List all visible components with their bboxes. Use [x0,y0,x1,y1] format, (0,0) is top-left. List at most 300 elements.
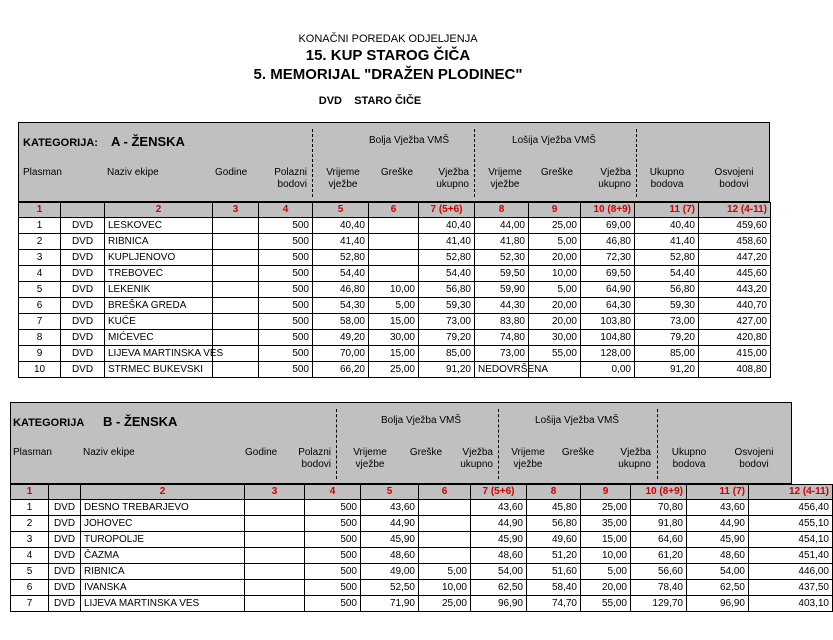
cell-osvojeni: 445,60 [699,266,771,282]
cell-vrijeme-b: 74,70 [527,596,581,612]
table-row [19,346,771,362]
cell-osvojeni: 420,80 [699,330,771,346]
cell-ukupno: 40,40 [635,218,699,234]
cell-vjezba-b: 64,60 [631,532,687,548]
cell-polazni: 500 [305,500,361,516]
index-cell: 6 [369,203,419,218]
cell-plasman: 4 [11,548,49,564]
cell-team-name: LIJEVA MARTINSKA VES [105,346,213,362]
cell-team-name: KUĆE [105,314,213,330]
category-label: KATEGORIJA: [23,137,98,149]
cell-vrijeme-b: 52,30 [475,250,529,266]
cell-greske: 25,00 [369,362,419,378]
cell-godine [213,298,259,314]
cell-greske-b: 10,00 [581,548,631,564]
cell-vrijeme: 40,40 [313,218,369,234]
cell-plasman: 1 [11,500,49,516]
cell-vjezba-b: 69,50 [581,266,635,282]
table-row [19,250,771,266]
cell-greske-b: 5,00 [529,234,581,250]
cell-osvojeni: 427,00 [699,314,771,330]
cell-vjezba-b: 129,70 [631,596,687,612]
index-cell: 6 [419,485,471,500]
cell-greske-b: 20,00 [529,250,581,266]
cell-osvojeni: 443,20 [699,282,771,298]
cell-ukupno: 41,40 [635,234,699,250]
cell-vjezba: 44,90 [471,516,527,532]
cell-plasman: 1 [19,218,61,234]
category-label: KATEGORIJA [13,417,85,429]
cell-godine [245,596,305,612]
index-cell: 3 [245,485,305,500]
cell-osvojeni: 447,20 [699,250,771,266]
cell-team-name: KUPLJENOVO [105,250,213,266]
cell-vjezba-b: 103,80 [581,314,635,330]
cell-plasman: 5 [11,564,49,580]
cell-vrijeme-b: 51,20 [527,548,581,564]
cell-ukupno: 85,00 [635,346,699,362]
table-row [19,282,771,298]
table-row [11,532,833,548]
col-godine: Godine [245,447,278,458]
cell-prefix: DVD [61,250,105,266]
col-greske: Greške [409,447,443,458]
index-cell: 2 [105,203,213,218]
cell-greske [419,532,471,548]
cell-greske [369,234,419,250]
cell-greske: 15,00 [369,314,419,330]
cell-polazni: 500 [259,218,313,234]
cell-polazni: 500 [305,564,361,580]
cell-team-name: JOHOVEC [81,516,245,532]
cell-osvojeni: 408,80 [699,362,771,378]
cell-vjezba-b: 72,30 [581,250,635,266]
cell-godine [213,314,259,330]
index-cell: 12 (4-11) [749,485,833,500]
cell-vjezba: 40,40 [419,218,475,234]
cell-vrijeme: 52,50 [361,580,419,596]
report-organizer: DVD STARO ČIČE [318,95,422,107]
cell-plasman: 2 [19,234,61,250]
cell-polazni: 500 [259,266,313,282]
col-polazni: Polazni [298,447,331,458]
cell-vrijeme: 71,90 [361,596,419,612]
col-vjezba-2: ukupno [436,179,469,190]
cell-greske: 10,00 [419,580,471,596]
table-row [11,580,833,596]
cell-vjezba-b: 61,20 [631,548,687,564]
col-polazni-2: bodovi [277,179,307,190]
cell-polazni: 500 [259,250,313,266]
cell-vjezba: 73,00 [419,314,475,330]
cell-greske [369,218,419,234]
cell-godine [245,580,305,596]
cell-prefix: DVD [49,532,81,548]
index-cell: 1 [11,485,49,500]
cell-polazni: 500 [259,362,313,378]
col-greske-b: Greške [561,447,595,458]
cell-vjezba: 43,60 [471,500,527,516]
divider [474,129,475,197]
cell-vjezba: 56,80 [419,282,475,298]
cell-greske-b: 20,00 [529,314,581,330]
cell-polazni: 500 [305,548,361,564]
cell-vjezba-b: 91,80 [631,516,687,532]
group-worse-exercise: Lošija Vježba VMŠ [535,415,619,426]
col-greske: Greške [380,167,414,178]
col-vrijeme-b-2: vježbe [513,459,543,470]
cell-prefix: DVD [61,218,105,234]
cell-vrijeme: 43,60 [361,500,419,516]
report-memorial-title: 5. MEMORIJAL "DRAŽEN PLODINEC" [253,66,523,83]
cell-vjezba-b: 104,80 [581,330,635,346]
cell-ukupno: 54,00 [687,564,749,580]
cell-greske [419,548,471,564]
cell-plasman: 6 [11,580,49,596]
cell-plasman: 3 [11,532,49,548]
cell-plasman: 7 [19,314,61,330]
cell-prefix: DVD [61,282,105,298]
cell-team-name: MIĆEVEC [105,330,213,346]
category-b-name: B - ŽENSKA [103,414,178,429]
cell-greske [419,516,471,532]
cell-godine [213,330,259,346]
cell-greske: 10,00 [369,282,419,298]
cell-osvojeni: 451,40 [749,548,833,564]
cell-vrijeme: 49,00 [361,564,419,580]
cell-vrijeme-b: 83,80 [475,314,529,330]
cell-plasman: 10 [19,362,61,378]
cell-vjezba: 54,40 [419,266,475,282]
cell-vrijeme-b: 44,30 [475,298,529,314]
cell-prefix: DVD [49,500,81,516]
cell-team-name: RIBNICA [105,234,213,250]
table-row [11,500,833,516]
cell-vrijeme: 49,20 [313,330,369,346]
group-worse-exercise: Lošija Vježba VMŠ [512,135,596,146]
col-plasman: Plasman [23,167,62,178]
col-vjezba-b-2: ukupno [618,459,651,470]
cell-vjezba-b: 78,40 [631,580,687,596]
cell-greske-b: 55,00 [529,346,581,362]
cell-osvojeni: 454,10 [749,532,833,548]
cell-vrijeme: 45,90 [361,532,419,548]
cell-polazni: 500 [259,346,313,362]
cell-vjezba: 45,90 [471,532,527,548]
divider [498,409,499,479]
cell-ukupno: 48,60 [687,548,749,564]
divider [657,409,658,479]
cell-vrijeme: 70,00 [313,346,369,362]
cell-vjezba: 52,80 [419,250,475,266]
cell-godine [213,234,259,250]
cell-prefix: DVD [61,330,105,346]
col-vjezba-b-2: ukupno [598,179,631,190]
cell-ukupno: 91,20 [635,362,699,378]
cell-vjezba-b: 128,00 [581,346,635,362]
cell-plasman: 2 [11,516,49,532]
cell-godine [213,266,259,282]
cell-prefix: DVD [49,580,81,596]
col-naziv: Naziv ekipe [107,167,159,178]
cell-osvojeni: 446,00 [749,564,833,580]
cell-ukupno: 62,50 [687,580,749,596]
index-row [19,203,771,218]
cell-vrijeme: 46,80 [313,282,369,298]
cell-vrijeme: 44,90 [361,516,419,532]
cell-plasman: 6 [19,298,61,314]
col-ukupno-2: bodova [672,459,706,470]
cell-godine [213,218,259,234]
col-vjezba: Vježba [462,447,493,458]
cell-osvojeni: 437,50 [749,580,833,596]
cell-plasman: 7 [11,596,49,612]
cell-greske: 5,00 [369,298,419,314]
cell-vrijeme-b: 56,80 [527,516,581,532]
cell-vrijeme-b: 51,60 [527,564,581,580]
cell-osvojeni: 458,60 [699,234,771,250]
cell-vrijeme: 66,20 [313,362,369,378]
index-cell: 7 (5+6) [471,485,527,500]
cell-vjezba: 62,50 [471,580,527,596]
cell-polazni: 500 [259,282,313,298]
col-vrijeme-b: Vrijeme [511,447,545,458]
cell-team-name: DESNO TREBARJEVO [81,500,245,516]
cell-godine [245,516,305,532]
cell-osvojeni: 403,10 [749,596,833,612]
cell-team-name: TREBOVEC [105,266,213,282]
cell-osvojeni: 455,10 [749,516,833,532]
col-naziv: Naziv ekipe [83,447,135,458]
index-cell: 10 (8+9) [631,485,687,500]
cell-vrijeme-b: 59,90 [475,282,529,298]
cell-greske-b: 35,00 [581,516,631,532]
cell-prefix: DVD [61,362,105,378]
table-row [19,314,771,330]
cell-vjezba-b: 56,60 [631,564,687,580]
col-vjezba-b: Vježba [620,447,651,458]
category-a-header [18,122,770,202]
cell-polazni: 500 [305,580,361,596]
index-cell: 4 [305,485,361,500]
cell-vrijeme: 54,30 [313,298,369,314]
cell-vrijeme: 41,40 [313,234,369,250]
cell-godine [245,532,305,548]
category-b-header [10,402,792,484]
table-row [11,516,833,532]
index-cell: 4 [259,203,313,218]
divider [312,129,313,197]
cell-vrijeme-b: 45,80 [527,500,581,516]
table-row [11,564,833,580]
cell-polazni: 500 [305,596,361,612]
cell-team-name: STRMEC BUKEVSKI [105,362,213,378]
cell-prefix: DVD [49,596,81,612]
cell-greske-b: 20,00 [581,580,631,596]
cell-prefix: DVD [61,266,105,282]
cell-plasman: 8 [19,330,61,346]
cell-osvojeni: 459,60 [699,218,771,234]
divider [636,129,637,197]
col-vrijeme-b-2: vježbe [490,179,520,190]
cell-polazni: 500 [259,330,313,346]
index-cell [49,485,81,500]
cell-vjezba-b: 69,00 [581,218,635,234]
category-a-name: A - ŽENSKA [111,134,185,149]
cell-ukupno: 43,60 [687,500,749,516]
col-polazni: Polazni [274,167,307,178]
col-vrijeme-2: vježbe [355,459,385,470]
col-vjezba-2: ukupno [460,459,493,470]
index-cell: 9 [581,485,631,500]
table-row [11,548,833,564]
index-cell: 7 (5+6) [419,203,475,218]
cell-vjezba: 59,30 [419,298,475,314]
table-row [19,218,771,234]
col-ukupno: Ukupno [649,167,685,178]
cell-greske: 25,00 [419,596,471,612]
cell-vrijeme: 58,00 [313,314,369,330]
cell-godine [245,500,305,516]
cell-godine [213,282,259,298]
index-cell: 8 [527,485,581,500]
cell-greske-b: 55,00 [581,596,631,612]
cell-team-name: TUROPOLJE [81,532,245,548]
col-osvojeni-2: bodovi [739,459,769,470]
category-b-table [10,484,833,612]
col-vrijeme: Vrijeme [353,447,387,458]
table-row [19,298,771,314]
cell-plasman: 3 [19,250,61,266]
cell-team-name: RIBNICA [81,564,245,580]
table-row [19,234,771,250]
cell-greske: 30,00 [369,330,419,346]
cell-vjezba: 91,20 [419,362,475,378]
col-osvojeni: Osvojeni [734,447,774,458]
cell-ukupno: 52,80 [635,250,699,266]
col-vjezba-b: Vježba [600,167,631,178]
index-cell: 3 [213,203,259,218]
cell-vjezba: 85,00 [419,346,475,362]
cell-vjezba-b: 46,80 [581,234,635,250]
table-row [11,596,833,612]
cell-godine [213,362,259,378]
cell-godine [245,548,305,564]
cell-greske-b: 10,00 [529,266,581,282]
index-cell: 11 (7) [635,203,699,218]
col-vrijeme-2: vježbe [328,179,358,190]
cell-team-name: LESKOVEC [105,218,213,234]
index-cell [61,203,105,218]
index-cell: 10 (8+9) [581,203,635,218]
cell-osvojeni: 415,00 [699,346,771,362]
cell-ukupno: 44,90 [687,516,749,532]
category-b-section [10,402,829,612]
cell-greske [369,250,419,266]
index-cell: 9 [529,203,581,218]
cell-team-name: IVANSKA [81,580,245,596]
cell-greske-b: 15,00 [581,532,631,548]
cell-team-name: ČAZMA [81,548,245,564]
index-cell: 8 [475,203,529,218]
index-cell: 12 (4-11) [699,203,771,218]
cell-osvojeni: 456,40 [749,500,833,516]
cell-plasman: 4 [19,266,61,282]
cell-greske: 5,00 [419,564,471,580]
cell-vjezba: 54,00 [471,564,527,580]
cell-greske-b: 5,00 [529,282,581,298]
cell-polazni: 500 [259,298,313,314]
cell-team-name: BREŠKA GREDA [105,298,213,314]
table-row [19,330,771,346]
cell-vrijeme-b: 49,60 [527,532,581,548]
cell-vrijeme-b: 59,50 [475,266,529,282]
index-row [11,485,833,500]
col-osvojeni: Osvojeni [714,167,754,178]
group-better-exercise: Bolja Vježba VMŠ [368,135,450,146]
cell-polazni: 500 [259,314,313,330]
cell-greske: 15,00 [369,346,419,362]
col-vrijeme-b: Vrijeme [488,167,522,178]
cell-godine [213,250,259,266]
col-ukupno: Ukupno [671,447,707,458]
col-vrijeme: Vrijeme [326,167,360,178]
cell-vjezba-b: 64,90 [581,282,635,298]
cell-prefix: DVD [49,564,81,580]
col-plasman: Plasman [13,447,52,458]
cell-osvojeni: 440,70 [699,298,771,314]
cell-prefix: DVD [61,314,105,330]
cell-ukupno: 45,90 [687,532,749,548]
cell-plasman: 9 [19,346,61,362]
cell-ukupno: 96,90 [687,596,749,612]
index-cell: 1 [19,203,61,218]
table-row [19,362,771,378]
cell-prefix: DVD [49,516,81,532]
col-godine: Godine [215,167,248,178]
col-ukupno-2: bodova [650,179,684,190]
col-greske-b: Greške [540,167,574,178]
cell-vrijeme: 52,80 [313,250,369,266]
cell-vjezba: 41,40 [419,234,475,250]
cell-vjezba-b: 0,00 [581,362,635,378]
cell-greske-b: 25,00 [529,218,581,234]
category-a-table [18,202,771,378]
report-title: 15. KUP STAROG ČIČA [305,47,471,64]
report-subtitle: KONAČNI POREDAK ODJELJENJA [298,33,478,45]
cell-greske-b: 30,00 [529,330,581,346]
cell-prefix: DVD [61,234,105,250]
cell-vrijeme-b: 58,40 [527,580,581,596]
cell-prefix: DVD [61,346,105,362]
cell-ukupno: 54,40 [635,266,699,282]
cell-greske [369,266,419,282]
cell-ukupno: 56,80 [635,282,699,298]
cell-vjezba: 79,20 [419,330,475,346]
cell-polazni: 500 [259,234,313,250]
index-cell: 2 [81,485,245,500]
col-vjezba: Vježba [438,167,469,178]
cell-vrijeme-b: 41,80 [475,234,529,250]
cell-vjezba: 48,60 [471,548,527,564]
index-cell: 5 [313,203,369,218]
table-row [19,266,771,282]
cell-vrijeme-b: 73,00 [475,346,529,362]
cell-team-name: LIJEVA MARTINSKA VES [81,596,245,612]
cell-vjezba-b: 70,80 [631,500,687,516]
cell-vrijeme-b: 44,00 [475,218,529,234]
cell-greske-b: 5,00 [581,564,631,580]
